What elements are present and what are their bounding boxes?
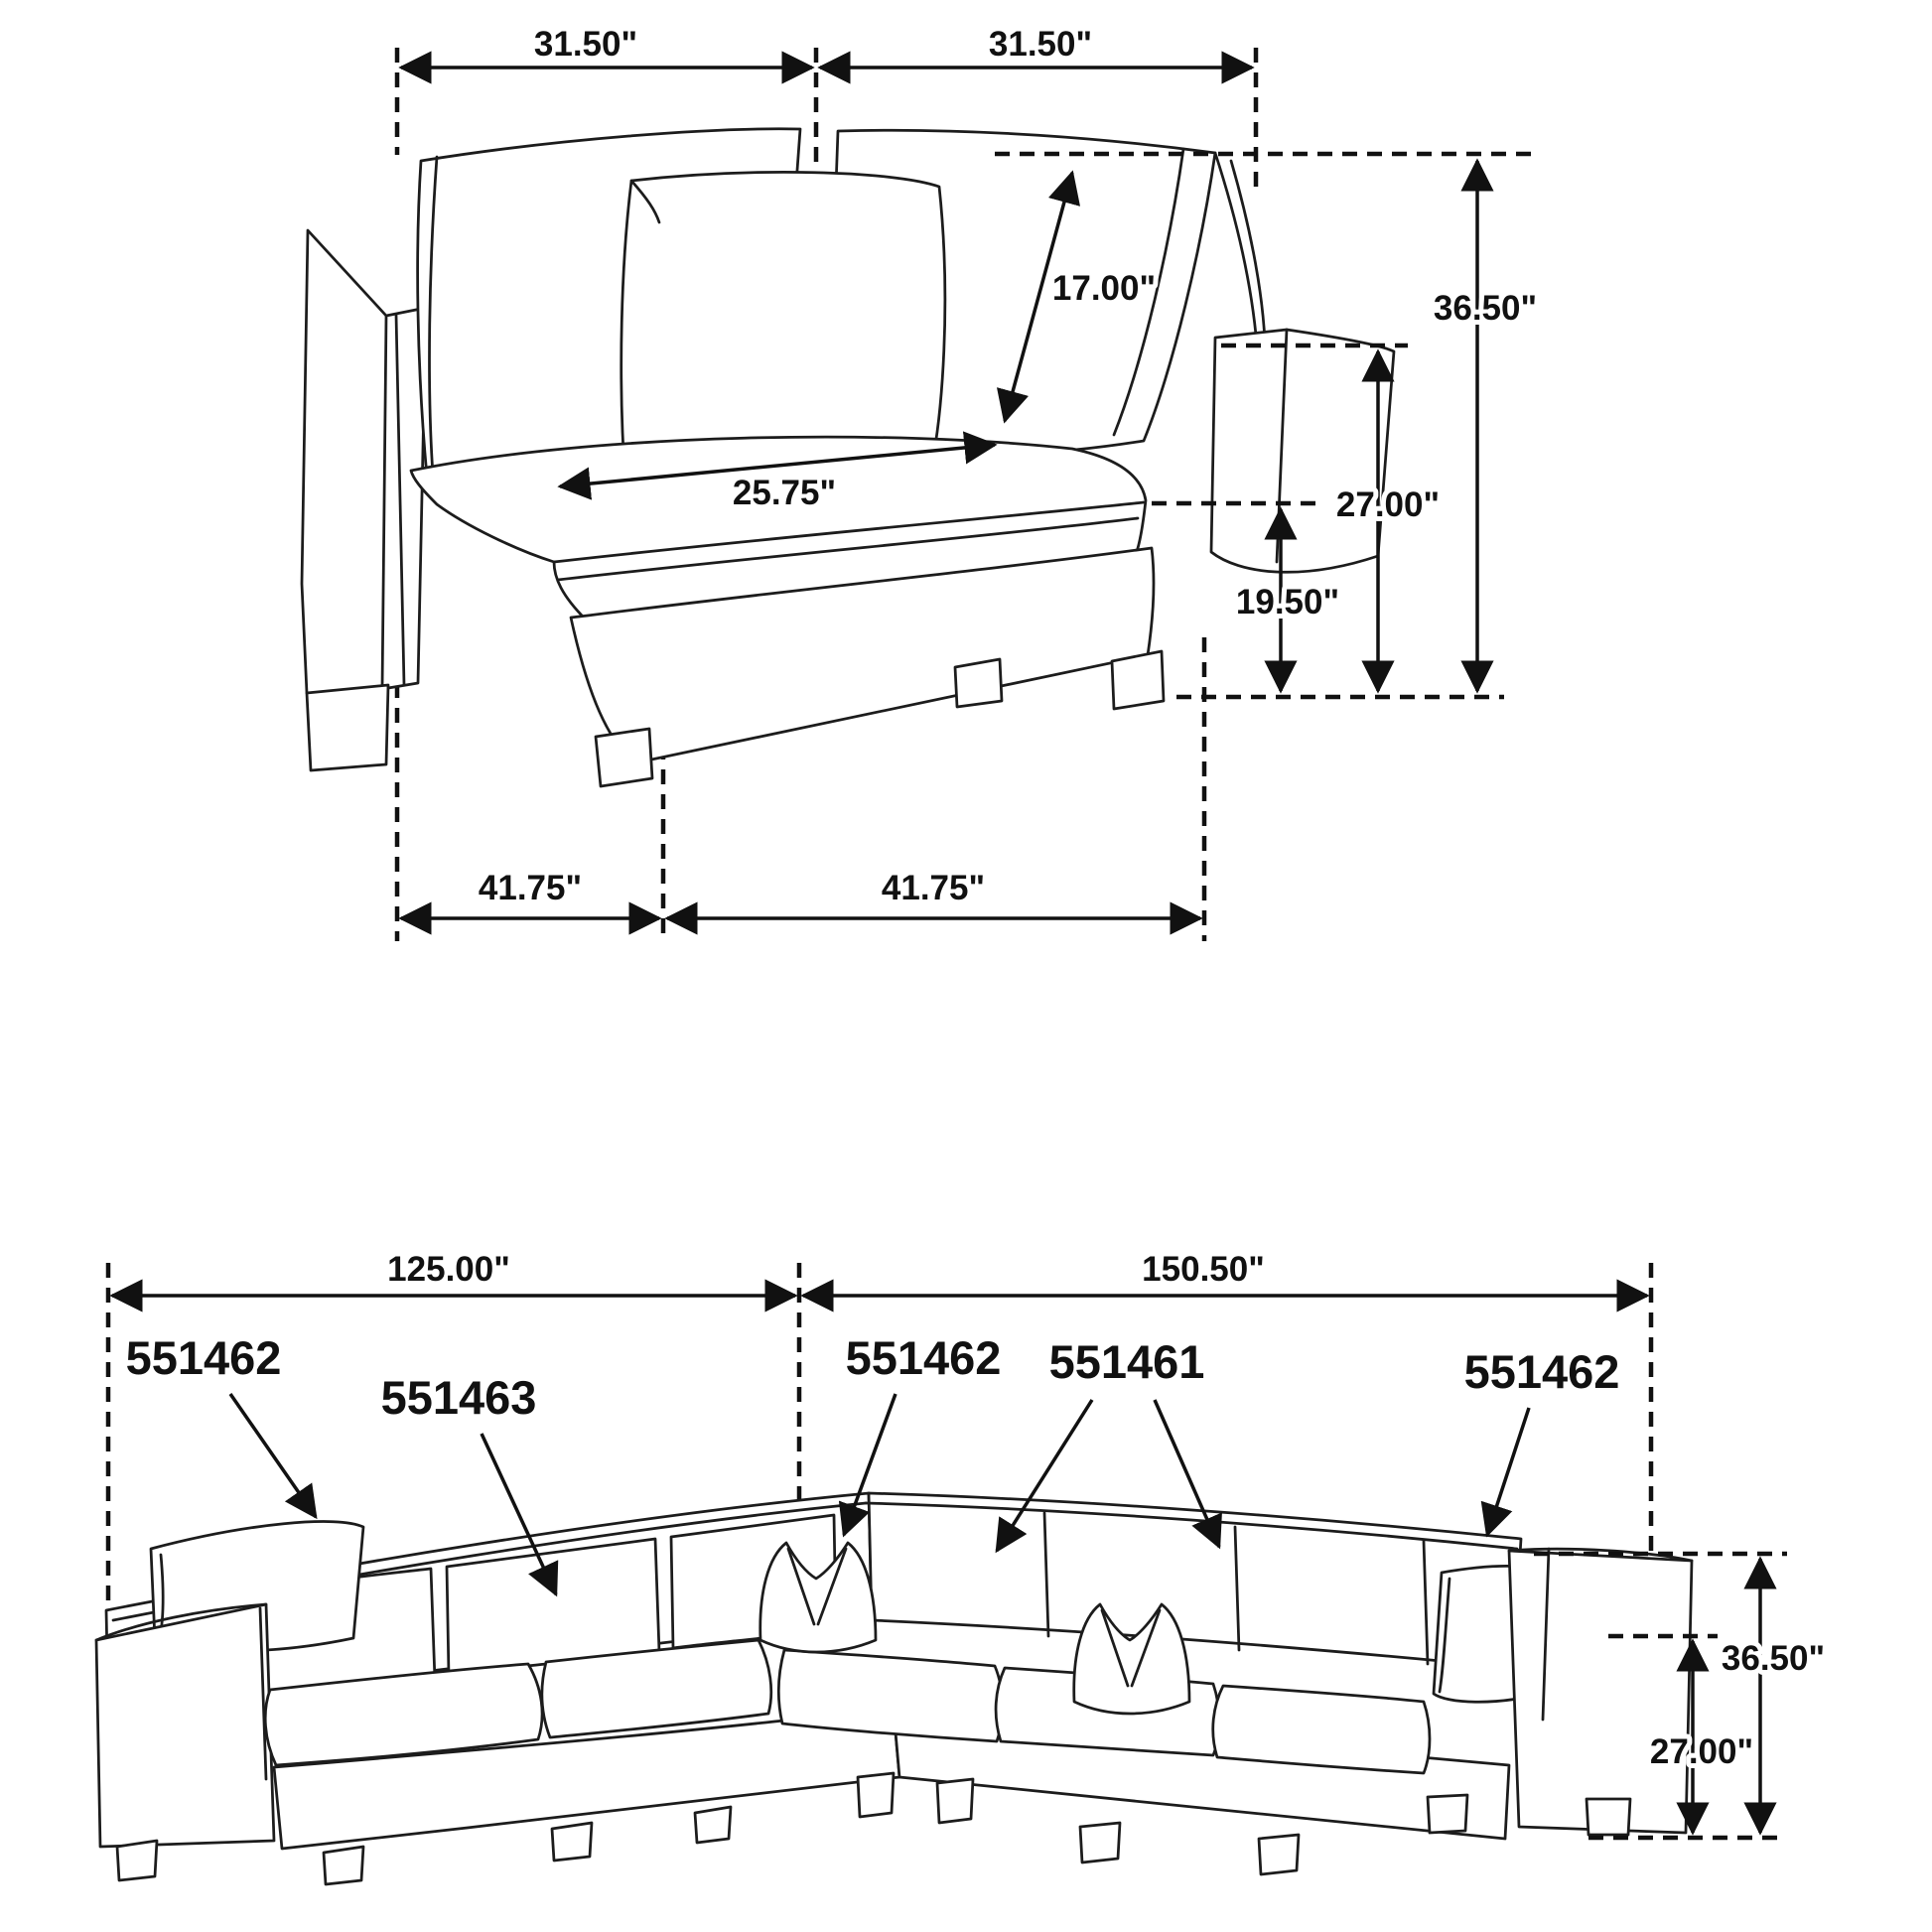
sku-right-arm-label: 551462 [1463,1345,1620,1398]
dim-seat-depth-label: 25.75" [732,474,837,512]
sku-armless-left-label: 551463 [380,1371,537,1424]
chair-right-leg [1112,651,1164,709]
chair-right-arm [1211,330,1394,572]
dim-back-cushion-label: 17.00" [1051,269,1157,308]
corner-chair-figure [302,25,1537,941]
sku-leader-arrow [1487,1408,1529,1535]
leg-block [1587,1799,1630,1835]
leg-block [117,1841,157,1880]
dim-base-depth-label: 41.75" [478,869,583,907]
chair-left-foot [307,685,388,770]
leg-block [552,1823,592,1861]
leg-block [1428,1795,1467,1833]
sku-corner-label: 551462 [845,1331,1002,1384]
dim-sectional-arm-height-label: 27.00" [1649,1732,1754,1771]
sectional-left-arm [96,1604,274,1847]
dim-left-run-label: 125.00" [387,1250,510,1289]
dim-right-run-label: 150.50" [1142,1250,1265,1289]
seat-cushion [1213,1686,1430,1773]
back-right-side-edge-inner [1231,161,1265,342]
sku-armless-right-label: 551461 [1048,1335,1205,1388]
sectional-drawing [96,1493,1692,1884]
dim-back-width-left-label: 31.50" [533,25,638,64]
dim-seat-height-label: 19.50" [1235,583,1340,621]
leg-block [324,1847,363,1884]
sectional-figure [96,1250,1825,1884]
leg-block [1080,1823,1120,1863]
dim-base-width-label: 41.75" [881,869,986,907]
sku-leader-arrow [230,1394,316,1517]
sku-left-arm-label: 551462 [125,1331,282,1384]
seat-cushion [778,1650,1002,1741]
sectional-right-arm [1509,1551,1692,1833]
leg-block [937,1779,973,1823]
leg-block [695,1807,731,1843]
dim-arm-height-label: 27.00" [1335,485,1441,524]
leg-block [858,1773,894,1817]
chair-back-left-edge [302,230,386,693]
chair-front-leg [596,729,652,786]
chair-leg [955,659,1002,707]
dim-sectional-height-label: 36.50" [1721,1639,1826,1678]
leg-block [1259,1835,1299,1874]
dim-back-width-right-label: 31.50" [988,25,1093,64]
dim-overall-height-label: 36.50" [1433,289,1538,328]
